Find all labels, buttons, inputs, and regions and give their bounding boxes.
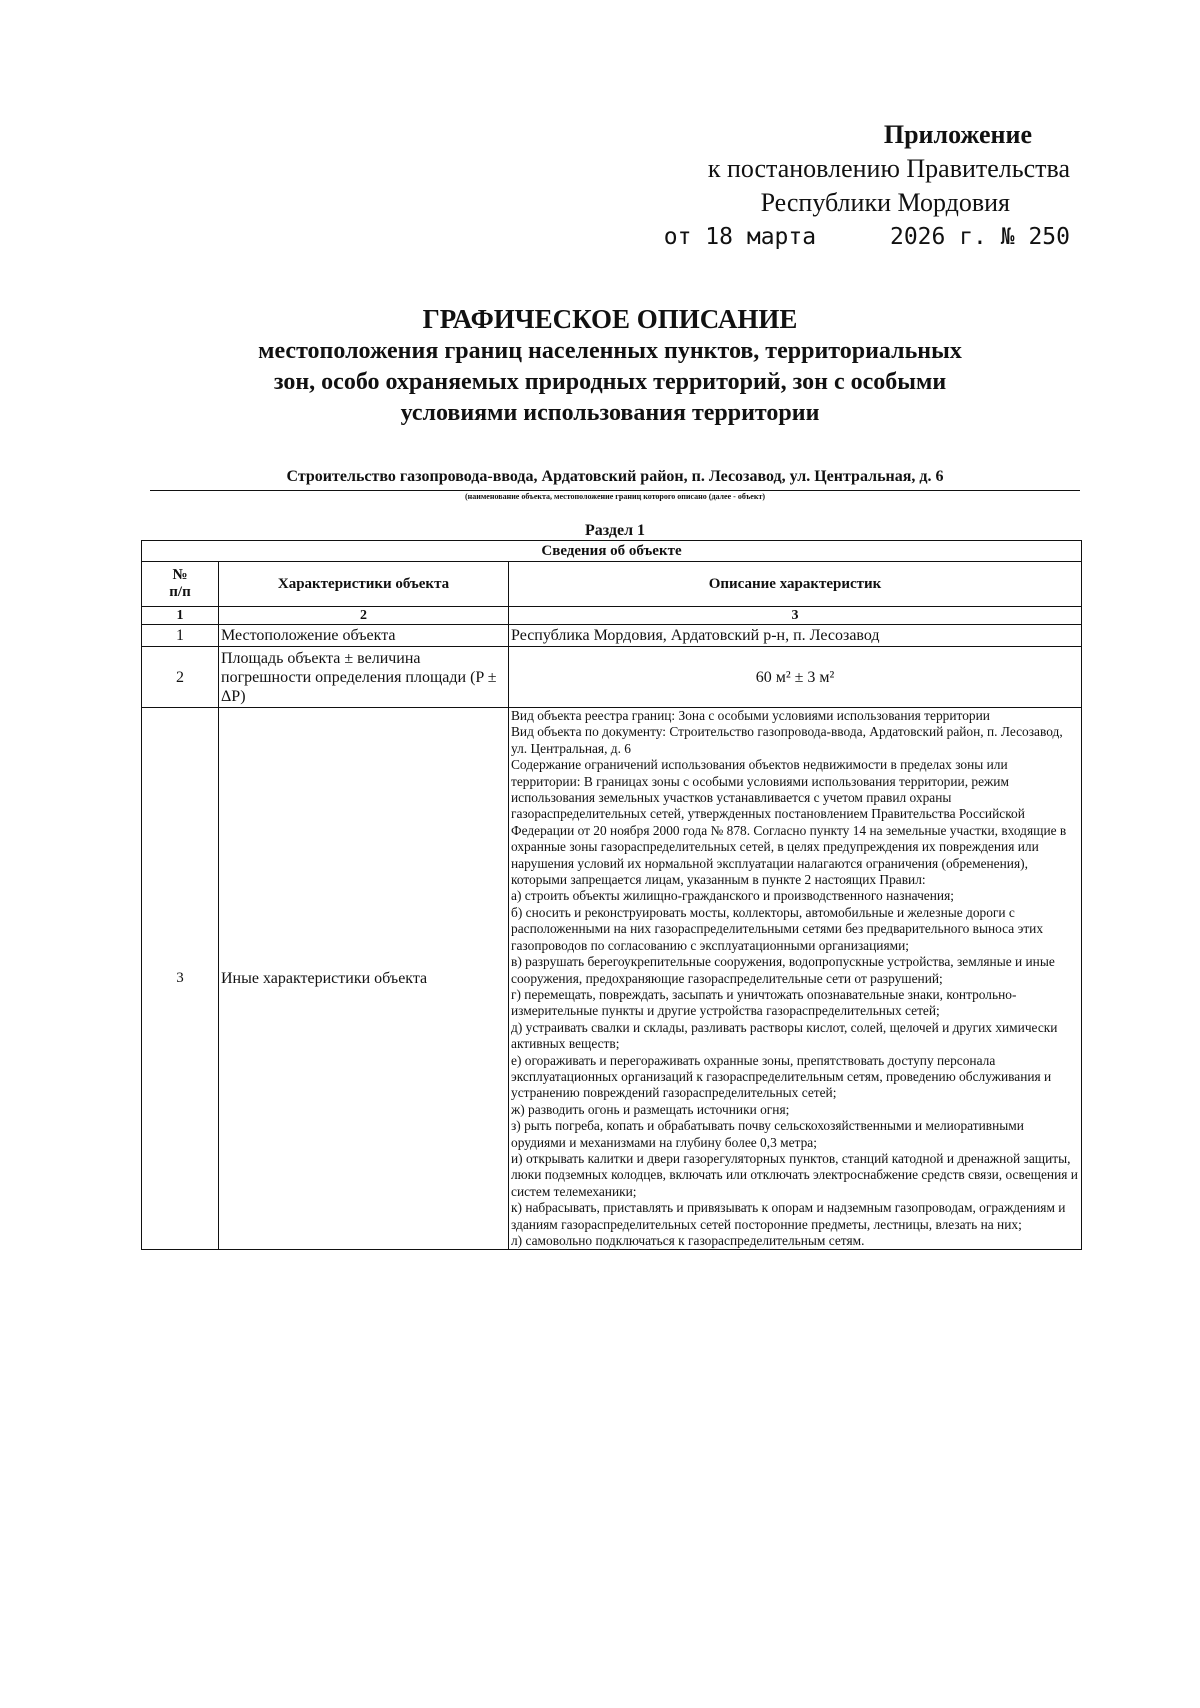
header-number xyxy=(142,562,219,607)
column-numbers-row xyxy=(142,607,1082,625)
row-number: 2 xyxy=(142,647,219,708)
title-sub-3: условиями использования территории xyxy=(400,400,820,426)
column-number-2: 2 xyxy=(219,607,509,625)
column-number-3: 3 xyxy=(509,607,1082,625)
description-line: и) открывать калитки и двери газорегуляторных пунктов, станций катодной и дренажной защиты, люки подземных колодцев, включать или отключать электроснабжение средств связи, освещения и систем телемеханики; xyxy=(511,1150,1078,1199)
table-header-row xyxy=(142,562,1082,607)
title-sub-2: зон, особо охраняемых природных территорий, зон с особыми xyxy=(273,369,947,395)
row-value: Республика Мордовия, Ардатовский р-н, п. Лесозавод xyxy=(509,625,1082,647)
table-row xyxy=(142,625,1082,647)
title-sub-1: местоположения границ населенных пунктов, территориальных xyxy=(258,338,962,364)
row-name: Иные характеристики объекта xyxy=(219,708,509,1250)
date-day: 18 xyxy=(705,224,733,250)
column-number-1: 1 xyxy=(142,607,219,625)
date-prefix: от xyxy=(663,224,692,250)
description-line: з) рыть погреба, копать и обрабатывать почву сельскохозяйственными и мелиоративными орудиями и механизмами на глубину более 0,3 метра; xyxy=(511,1118,1024,1150)
date-year: 2026 г. № xyxy=(889,224,1015,250)
section-label: Раздел 1 xyxy=(584,522,646,539)
row-number: 3 xyxy=(142,708,219,1250)
table-caption: Сведения об объекте xyxy=(142,541,1082,562)
object-name: Строительство газопровода-ввода, Ардатовский район, п. Лесозавод, ул. Центральная, д. 6 xyxy=(150,466,1080,491)
description-line: Вид объекта реестра границ: Зона с особыми условиями использования территории xyxy=(511,708,990,723)
row-name: Площадь объекта ± величина погрешности определения площади (P ± ΔP) xyxy=(219,647,509,708)
appendix-line-2: Республики Мордовия xyxy=(760,188,1010,217)
header-number-text: № п/п xyxy=(169,567,191,600)
description-line: Вид объекта по документу: Строительство газопровода-ввода, Ардатовский район, п. Лесозавод, ул. Центральная, д. 6 xyxy=(511,724,1063,756)
description-line: д) устраивать свалки и склады, разливать растворы кислот, солей, щелочей и других химически активных веществ; xyxy=(511,1019,1058,1052)
table-caption-row xyxy=(142,541,1082,562)
row-number: 1 xyxy=(142,625,219,647)
document-title xyxy=(140,302,1080,429)
description-line: б) сносить и реконструировать мосты, коллекторы, автомобильные и железные дороги с расположенными на них газораспределительными сетями без предварительного выноса этих газопроводов по согласованию с эксплуатационными организациями; xyxy=(511,904,1044,953)
appendix-block xyxy=(664,118,1070,254)
object-info-table xyxy=(141,540,1082,1250)
description-line: л) самовольно подключаться к газораспределительным сетям. xyxy=(511,1233,865,1248)
table-row xyxy=(142,647,1082,708)
appendix-date xyxy=(664,220,1070,254)
object-block xyxy=(150,466,1080,503)
description-line: в) разрушать берегоукрепительные сооружения, водопропускные устройства, земляные и иные сооружения, предохраняющие газораспределительные сети от разрушений; xyxy=(511,954,1055,986)
header-description: Описание характеристик xyxy=(509,562,1082,607)
header-characteristic: Характеристики объекта xyxy=(219,562,509,607)
row-value xyxy=(509,708,1082,1250)
row-value: 60 м² ± 3 м² xyxy=(509,647,1082,708)
row-name: Местоположение объекта xyxy=(219,625,509,647)
decree-number: 250 xyxy=(1028,224,1070,250)
appendix-line-1: к постановлению Правительства xyxy=(707,154,1070,183)
description-line: г) перемещать, повреждать, засыпать и уничтожать опознавательные знаки, контрольно-измерительные пункты и другие устройства газораспределительных сетей; xyxy=(511,986,1017,1019)
appendix-title: Приложение xyxy=(883,120,1032,149)
description-line: а) строить объекты жилищно-гражданского и производственного назначения; xyxy=(511,888,954,904)
description-line: к) набрасывать, приставлять и привязывать к опорам и надземным газопроводам, ограждениям и зданиям газораспределительных сетей посторонние предметы, лестницы, влезать на них; xyxy=(511,1200,1066,1232)
date-month: марта xyxy=(746,224,817,250)
object-hint: (наименование объекта, местоположение границ которого описано (далее - объект) xyxy=(464,492,766,501)
description-line: ж) разводить огонь и размещать источники огня; xyxy=(511,1101,790,1117)
title-main: ГРАФИЧЕСКОЕ ОПИСАНИЕ xyxy=(422,304,798,334)
description-line: Содержание ограничений использования объектов недвижимости в пределах зоны или территории: В границах зоны с особыми условиями использования территории, режим использования земельных участков устанавливается с учетом правил охраны газораспределительных сетей, утвержденных постановлением Правительства Российской Федерации от 20 ноября 2000 года № 878. Согласно пункту 14 на земельные участки, входящие в охранные зоны газораспределительных сетей, в целях предупреждения их повреждения или нарушения условий их нормальной эксплуатации налагаются ограничения (обременения), которыми запрещается лицам, указанным в пункте 2 настоящих Правил: xyxy=(511,757,1067,888)
description-line: е) огораживать и перегораживать охранные зоны, препятствовать доступу персонала эксплуатационных организаций к газораспределительным сетям, проведению обслуживания и устранению повреждений газораспределительных сетей; xyxy=(511,1052,1052,1101)
table-row xyxy=(142,708,1082,1250)
